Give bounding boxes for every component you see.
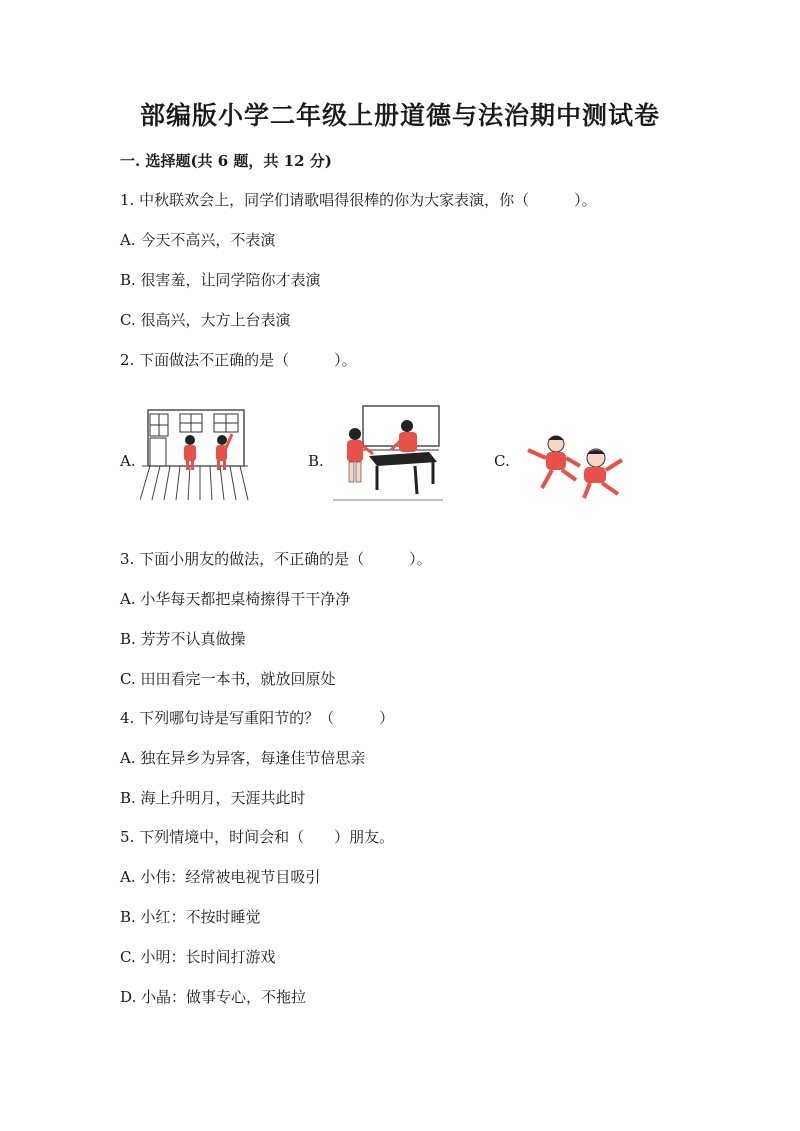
question-2-label-a: A. <box>120 452 136 470</box>
question-5-stem: 5. 下列情境中，时间会和（ ）朋友。 <box>120 828 395 846</box>
question-2-label-c: C. <box>494 452 510 470</box>
question-5-option-c: C. 小明：长时间打游戏 <box>120 948 276 966</box>
question-4-stem: 4. 下列哪句诗是写重阳节的？（ ） <box>120 709 395 727</box>
question-1-option-b: B. 很害羞，让同学陪你才表演 <box>120 271 321 289</box>
question-3-option-a: A. 小华每天都把桌椅擦得干干净净 <box>120 590 351 608</box>
question-5-option-a: A. 小伟：经常被电视节目吸引 <box>120 868 321 886</box>
question-2-image-b <box>333 404 443 504</box>
question-4-option-a: A. 独在异乡为异客，每逢佳节倍思亲 <box>120 749 366 767</box>
question-2-image-a <box>140 408 250 500</box>
question-2-image-c <box>518 430 628 502</box>
question-1-stem: 1. 中秋联欢会上，同学们请歌唱得很棒的你为大家表演，你（ ）。 <box>120 191 597 209</box>
question-1-option-c: C. 很高兴，大方上台表演 <box>120 311 291 329</box>
question-2-label-b: B. <box>308 452 324 470</box>
question-1-option-a: A. 今天不高兴，不表演 <box>120 231 276 249</box>
question-4-option-b: B. 海上升明月，天涯共此时 <box>120 789 306 807</box>
question-3-stem: 3. 下面小朋友的做法，不正确的是（ ）。 <box>120 550 432 568</box>
question-3-option-b: B. 芳芳不认真做操 <box>120 630 246 648</box>
question-5-option-d: D. 小晶：做事专心，不拖拉 <box>120 988 307 1006</box>
question-3-option-c: C. 田田看完一本书，就放回原处 <box>120 670 336 688</box>
section-heading: 一. 选择题(共 6 题，共 12 分) <box>120 152 332 170</box>
question-2-stem: 2. 下面做法不正确的是（ ）。 <box>120 351 357 369</box>
page-title: 部编版小学二年级上册道德与法治期中测试卷 <box>139 101 660 130</box>
question-5-option-b: B. 小红：不按时睡觉 <box>120 908 261 926</box>
